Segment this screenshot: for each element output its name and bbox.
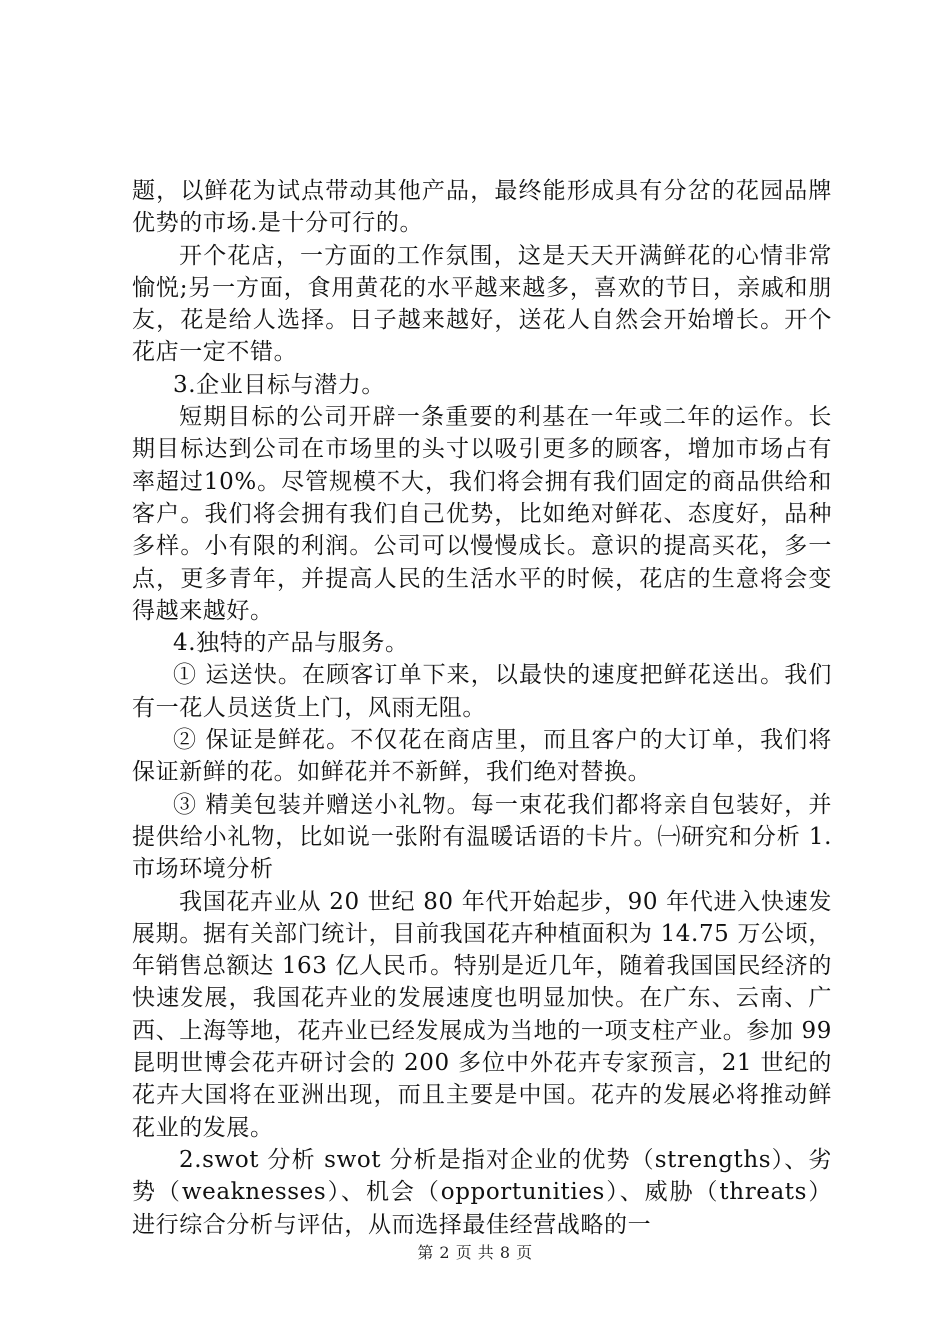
- list-item-fresh-flowers: ② 保证是鲜花。不仅花在商店里，而且客户的大订单，我们将保证新鲜的花。如鲜花并不新鲜，我们绝对替换。: [132, 727, 832, 786]
- page-number: 第 2 页 共 8 页: [417, 1243, 533, 1262]
- section-heading-products: 4.独特的产品与服务。: [173, 630, 409, 657]
- body-text: [132, 175, 832, 1241]
- section-heading-goals: 3.企业目标与潜力。: [173, 371, 385, 398]
- list-item-packaging: ③ 精美包装并赠送小礼物。每一束花我们都将亲自包装好，并提供给小礼物，比如说一张附有温暖话语的卡片。㈠研究和分析 1.市场环境分析: [132, 791, 832, 883]
- list-item-fast-delivery: ① 运送快。在顾客订单下来，以最快的速度把鲜花送出。我们有一花人员送货上门，风雨无阻。: [132, 662, 832, 721]
- paragraph-market-analysis: 我国花卉业从 20 世纪 80 年代开始起步，90 年代进入快速发展期。据有关部门统计，目前我国花卉种植面积为 14.75 万公顷，年销售总额达 163 亿人民币。特别是近几年，随着我国国民经济的快速发展，我国花卉业的发展速度也明显加快。在广东、云南、广西、上海等地，花卉业已经发展成为当地的一项支柱产业。参加 99 昆明世博会花卉研讨会的 200 多位中外花卉专家预言，21 世纪的花卉大国将在亚洲出现，而且主要是中国。花卉的发展必将推动鲜花业的发展。: [132, 888, 832, 1141]
- paragraph-goals: 短期目标的公司开辟一条重要的利基在一年或二年的运作。长期目标达到公司在市场里的头寸以吸引更多的顾客，增加市场占有率超过10%。尽管规模不大，我们将会拥有我们固定的商品供给和客户。我们将会拥有我们自己优势，比如绝对鲜花、态度好，品种多样。小有限的利润。公司可以慢慢成长。意识的提高买花，多一点，更多青年，并提高人民的生活水平的时候，花店的生意将会变得越来越好。: [132, 404, 832, 624]
- paragraph-swot: 2.swot 分析 swot 分析是指对企业的优势（strengths）、劣势（weaknesses）、机会（opportunities）、威胁（threats）进行综合分析与评估，从而选择最佳经营战略的一: [132, 1146, 832, 1238]
- paragraph-flower-shop: 开个花店，一方面的工作氛围，这是天天开满鲜花的心情非常愉悦;另一方面，食用黄花的水平越来越多，喜欢的节日，亲戚和朋友，花是给人选择。日子越来越好，送花人自然会开始增长。开个花店一定不错。: [132, 242, 832, 366]
- paragraph-continuation: 题，以鲜花为试点带动其他产品，最终能形成具有分岔的花园品牌优势的市场.是十分可行的。: [132, 178, 832, 237]
